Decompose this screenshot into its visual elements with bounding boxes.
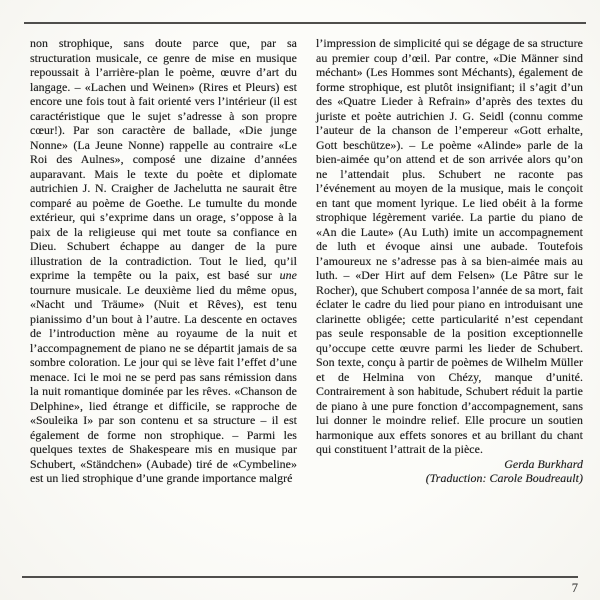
- bottom-border-rule: [22, 576, 578, 578]
- page-number: 7: [571, 581, 578, 595]
- text-columns: [30, 36, 583, 486]
- translation-credit: (Traduction: Carole Boudreault): [425, 471, 583, 485]
- left-column-text-part2: tournure musicale. Le deuxième lied du même opus, «Nacht und Träume» (Nuit et Rêves), est tenu pianissimo d’un bout à l’autre. La descente en octaves de l’introduction mène au royaume de la nuit et l’accompagnement de piano ne se départit jamais de sa sombre coloration. Le jour qui se lève fait l’effet d’une menace. Ici le moi ne se perd pas sans rémission dans la nuit romantique dominée par les rêves. «Chanson de Delphine», lied étrange et difficile, se rapproche de «Souleika I» par son contenu et sa structure – il est également de forme non strophique. – Parmi les quelques textes de Shakespeare mis en musique par Schubert, «Ständchen» (Aubade) tiré de «Cymbeline» est un lied strophique d’une grande importance malgré: [30, 282, 297, 485]
- right-column-text: l’impression de simplicité qui se dégage de sa structure au premier coup d’œil. Par contre, «Die Männer sind méchant» (Les Hommes sont Méchants), également de forme strophique, est plutôt insignifiant; il s’agit d’un des «Quatre Lieder à Refrain» d’après des textes du juriste et poète autrichien J. G. Seidl (connu comme l’auteur de la chanson de l’empereur «Gott erhalte, Gott beschütze»). – Le poème «Alinde» parle de la bien-aimée qu’on attend et de son arrivée alors qu’on ne l’attendait plus. Schubert ne raconte pas l’événement au moyen de la musique, mais le conçoit en tant que moment lyrique. Le lied obéit à la forme strophique légèrement variée. La partie du piano de «An die Laute» (Au Luth) imite un accompagnement de luth et évoque ainsi une aubade. Toutefois l’amoureux ne s’adresse pas à sa bien-aimée mais au luth. – «Der Hirt auf dem Felsen» (Le Pâtre sur le Rocher), que Schubert composa l’année de sa mort, fait éclater le cadre du lied pour piano en introduisant une clarinette obligée; cette particularité n’est cependant pas seule responsable de la position exceptionnelle qu’occupe cette œuvre parmi les lieder de Schubert. Son texte, conçu à partir de poèmes de Wilhelm Müller et de Helmina von Chézy, manque d’unité. Contrairement à son habitude, Schubert réduit la partie de piano à une pure fonction d’accompagnement, sans lui donner le moindre relief. Elle procure un soutien harmonique aux effets sonores et au brillant du chant qui constituent l’attrait de la pièce.: [316, 36, 583, 456]
- left-column-text-part1: non strophique, sans doute parce que, par sa structuration musicale, ce genre de mise en musique repoussait à l’arrière-plan le poème, œuvre d’art du langage. – «Lachen und Weinen» (Rires et Pleurs) est encore une fois tout à fait orienté vers l’intérieur (il est caractéristique que le sujet s’adresse à son propre cœur!). Par son caractère de ballade, «Die junge Nonne» (La Jeune Nonne) rappelle au contraire «Le Roi des Aulnes», composé une dizaine d’années auparavant. Mais le texte du poète et diplomate autrichien J. N. Craigher de Jachelutta ne saurait être comparé au poème de Goethe. Le tumulte du monde extérieur, qui s’exprime dans un orage, s’oppose à la paix de la religieuse qui met toute sa confiance en Dieu. Schubert échappe au danger de la pure illustration de la contradiction. Tout le lied, qu’il exprime la tempête ou la paix, est basé sur: [30, 36, 297, 282]
- left-column: [30, 36, 297, 486]
- top-border-rule: [24, 22, 586, 24]
- left-column-italic-word: une: [279, 268, 297, 282]
- right-column: [316, 36, 583, 486]
- author-signature: Gerda Burkhard: [504, 456, 583, 471]
